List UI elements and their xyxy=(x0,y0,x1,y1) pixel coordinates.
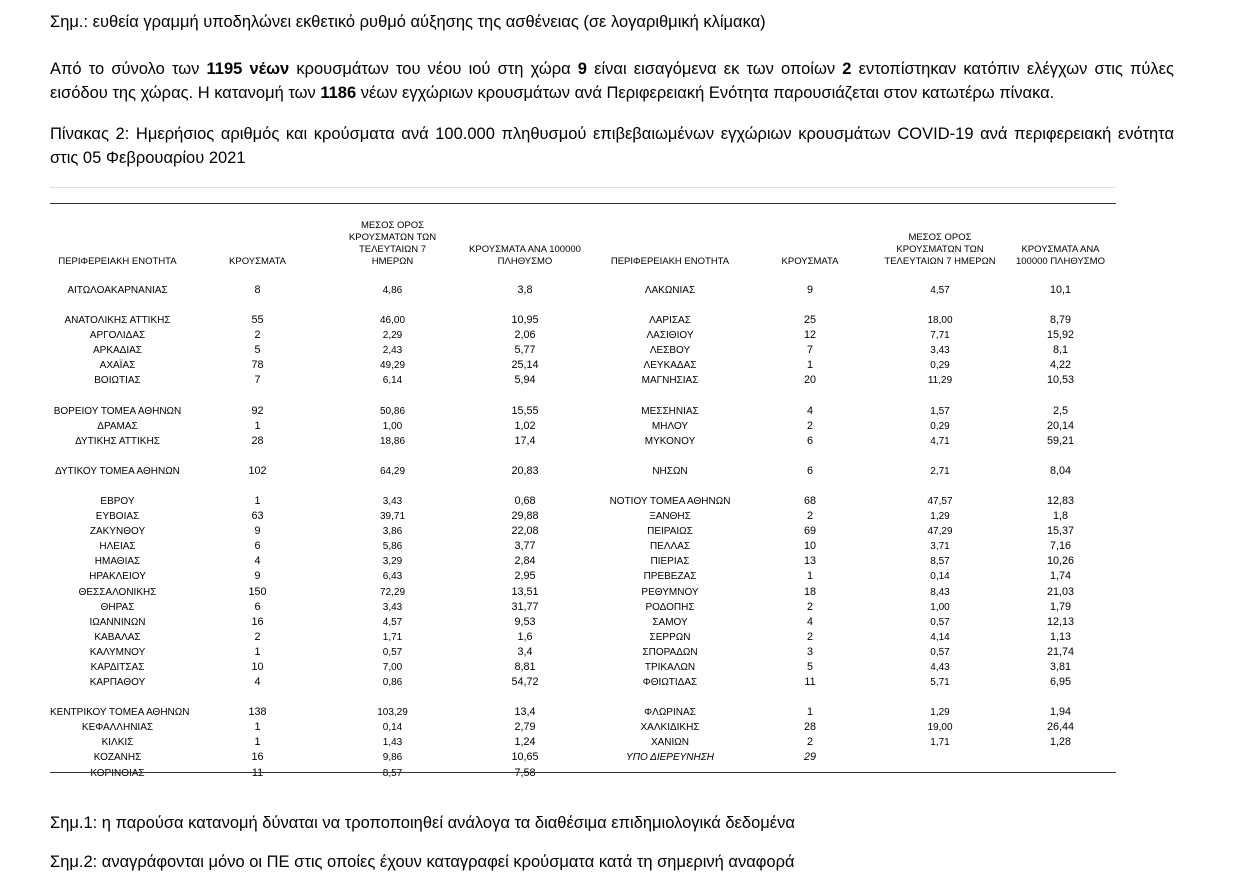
table-row xyxy=(50,630,1116,645)
left-avg7-cell: 1,43 xyxy=(382,737,403,749)
left-region-cell: ΒΟΡΕΙΟΥ ΤΟΜΕΑ ΑΘΗΝΩΝ xyxy=(53,405,182,417)
right-region-cell: ΧΑΝΙΩΝ xyxy=(650,737,690,749)
table-row xyxy=(50,750,1116,765)
left-avg7-cell: 0,86 xyxy=(382,677,403,689)
right-per100k-cell: 4,22 xyxy=(1049,359,1071,372)
right-cases-cell: 11 xyxy=(804,676,816,689)
right-region-cell: ΜΗΛΟΥ xyxy=(651,420,689,432)
footnote-1: Σημ.1: η παρούσα κατανομή δύναται να τροποποιηθεί ανάλογα τα διαθέσιμα επιδημιολογικά δεδομένα xyxy=(50,814,795,832)
right-region-cell: ΛΕΣΒΟΥ xyxy=(649,345,691,357)
left-per100k-cell: 54,72 xyxy=(511,676,539,689)
right-avg7-cell: 47,29 xyxy=(927,526,953,538)
left-region-cell: ΗΛΕΙΑΣ xyxy=(99,541,136,553)
left-per100k-cell: 7,58 xyxy=(514,766,536,779)
cases-table xyxy=(50,220,1116,781)
left-cases-cell: 63 xyxy=(251,510,264,523)
left-per100k-cell: 2,84 xyxy=(514,555,536,568)
left-avg7-cell: 3,43 xyxy=(382,495,403,507)
right-region-cell: ΜΑΓΝΗΣΙΑΣ xyxy=(641,375,699,387)
left-avg7-cell: 50,86 xyxy=(379,405,406,417)
table-row xyxy=(50,358,1116,373)
left-avg7-cell: 7,00 xyxy=(382,661,403,673)
right-cases-cell: 13 xyxy=(803,555,816,568)
left-avg7-cell: 4,57 xyxy=(382,616,403,628)
header-region: ΠΕΡΙΦΕΡΕΙΑΚΗ ΕΝΟΤΗΤΑ xyxy=(58,256,177,267)
right-avg7-cell: 7,71 xyxy=(930,330,950,342)
right-avg7-cell: 3,71 xyxy=(930,541,950,553)
table-row xyxy=(50,419,1116,434)
left-cases-cell: 10 xyxy=(251,660,264,673)
right-per100k-cell: 1,94 xyxy=(1049,706,1071,719)
right-region-cell: ΦΛΩΡΙΝΑΣ xyxy=(644,707,696,719)
right-avg7-cell: 2,71 xyxy=(930,465,950,477)
right-avg7-cell: 1,29 xyxy=(930,707,950,719)
left-per100k-cell: 9,53 xyxy=(514,615,536,628)
left-cases-cell: 6 xyxy=(254,540,261,553)
left-avg7-cell: 1,71 xyxy=(382,631,403,643)
left-per100k-cell: 29,88 xyxy=(511,510,539,523)
left-cases-cell: 8 xyxy=(254,284,261,296)
left-region-cell: ΚΟΖΑΝΗΣ xyxy=(93,752,142,764)
left-cases-cell: 2 xyxy=(254,329,261,342)
left-region-cell: ΚΕΝΤΡΙΚΟΥ ΤΟΜΕΑ ΑΘΗΝΩΝ xyxy=(50,707,190,719)
left-cases-cell: 4 xyxy=(254,676,261,689)
right-per100k-cell: 3,81 xyxy=(1049,660,1071,673)
intro-domestic-cases: 1186 xyxy=(320,84,357,102)
right-avg7-cell: 4,71 xyxy=(930,435,950,447)
table-caption: Πίνακας 2: Ημερήσιος αριθμός και κρούσματα ανά 100.000 πληθυσμού επιβεβαιωμένων εγχώριων κρουσμάτων COVID-19 ανά περιφερειακή ενότητα στις 05 Φεβρουαρίου 2021 xyxy=(50,125,1174,167)
left-per100k-cell: 15,55 xyxy=(511,404,539,417)
left-per100k-cell: 1,6 xyxy=(517,630,533,643)
right-cases-cell: 29 xyxy=(803,751,816,764)
left-per100k-cell: 2,95 xyxy=(514,570,536,583)
table-header-row xyxy=(50,220,1116,268)
left-region-cell: ΘΗΡΑΣ xyxy=(100,601,135,613)
right-per100k-cell: 21,03 xyxy=(1046,585,1075,598)
left-avg7-cell: 1,00 xyxy=(382,420,403,432)
left-region-cell: ΘΕΣΣΑΛΟΝΙΚΗΣ xyxy=(78,586,157,598)
intro-text: είναι εισαγόμενα εκ των οποίων xyxy=(586,60,843,78)
left-avg7-cell: 2,43 xyxy=(382,345,403,357)
right-avg7-cell: 47,57 xyxy=(927,495,953,507)
left-region-cell: ΚΑΡΠΑΘΟΥ xyxy=(89,677,146,689)
table-row xyxy=(50,585,1116,600)
left-avg7-cell: 3,43 xyxy=(382,601,403,613)
right-per100k-cell xyxy=(1005,750,1116,765)
table-row xyxy=(50,720,1116,735)
spacer-row xyxy=(50,449,1116,464)
right-avg7-cell: 0,29 xyxy=(930,420,950,432)
left-cases-cell: 1 xyxy=(254,736,261,749)
right-cases-cell: 3 xyxy=(806,645,813,658)
right-avg7-cell: 5,71 xyxy=(930,677,950,689)
right-region-cell: ΦΘΙΩΤΙΔΑΣ xyxy=(642,677,698,689)
table-top-rule xyxy=(50,203,1116,204)
left-region-cell: ΑΡΓΟΛΙΔΑΣ xyxy=(89,330,146,342)
left-region-cell: ΔΡΑΜΑΣ xyxy=(97,420,138,432)
right-cases-cell: 9 xyxy=(806,284,813,296)
left-per100k-cell: 25,14 xyxy=(511,359,539,372)
right-per100k-cell: 21,74 xyxy=(1046,645,1075,658)
divider xyxy=(50,187,1116,188)
right-avg7-cell: 8,57 xyxy=(930,556,950,568)
right-per100k-cell: 26,44 xyxy=(1046,721,1075,734)
left-cases-cell: 28 xyxy=(251,434,264,447)
right-per100k-cell: 20,14 xyxy=(1046,419,1075,432)
right-cases-cell xyxy=(745,766,875,781)
left-cases-cell: 9 xyxy=(254,525,261,538)
right-cases-cell: 25 xyxy=(803,314,816,327)
note-top: Σημ.: ευθεία γραμμή υποδηλώνει εκθετικό ρυθμό αύξησης της ασθένειας (σε λογαριθμική κλίμακα) xyxy=(50,13,766,31)
header-region: ΠΕΡΙΦΕΡΕΙΑΚΗ ΕΝΟΤΗΤΑ xyxy=(610,256,730,267)
left-per100k-cell: 1,24 xyxy=(514,736,536,749)
right-per100k-cell: 6,95 xyxy=(1049,676,1071,689)
left-per100k-cell: 3,8 xyxy=(517,284,533,296)
left-cases-cell: 92 xyxy=(251,404,264,417)
left-per100k-cell: 13,4 xyxy=(514,706,536,719)
right-avg7-cell: 1,57 xyxy=(930,405,950,417)
left-cases-cell: 6 xyxy=(254,600,261,613)
right-region-cell: ΠΕΛΛΑΣ xyxy=(649,541,691,553)
left-cases-cell: 4 xyxy=(254,555,261,568)
intro-text: Από το σύνολο των xyxy=(50,60,207,78)
right-region-cell: ΣΠΟΡΑΔΩΝ xyxy=(642,646,698,658)
right-cases-cell: 6 xyxy=(806,434,813,447)
left-cases-cell: 9 xyxy=(254,570,261,583)
right-region-cell: ΠΕΙΡΑΙΩΣ xyxy=(647,526,693,538)
right-cases-cell: 1 xyxy=(806,706,813,719)
right-avg7-cell: 0,57 xyxy=(930,646,950,658)
right-per100k-cell: 1,13 xyxy=(1049,630,1071,643)
right-region-cell: ΜΕΣΣΗΝΙΑΣ xyxy=(641,405,699,417)
header-avg7: ΜΕΣΟΣ ΟΡΟΣ ΚΡΟΥΣΜΑΤΩΝ ΤΩΝ ΤΕΛΕΥΤΑΙΩΝ 7 ΗΜΕΡΩΝ xyxy=(348,220,437,267)
header-per100k: ΚΡΟΥΣΜΑΤΑ ΑΝΑ 100000 ΠΛΗΘΥΣΜΟ xyxy=(1015,244,1105,267)
table-row xyxy=(50,283,1116,298)
right-region-cell: ΛΑΣΙΘΙΟΥ xyxy=(646,330,694,342)
table-row xyxy=(50,328,1116,343)
right-avg7-cell: 4,14 xyxy=(930,631,950,643)
left-per100k-cell: 1,02 xyxy=(514,419,536,432)
right-avg7-cell: 1,29 xyxy=(930,511,950,523)
right-cases-cell: 6 xyxy=(806,464,813,477)
left-cases-cell: 16 xyxy=(251,615,264,628)
right-cases-cell: 28 xyxy=(803,721,816,734)
table-row xyxy=(50,539,1116,554)
table-row xyxy=(50,766,1116,781)
right-cases-cell: 1 xyxy=(806,570,813,583)
right-avg7-cell: 19,00 xyxy=(927,722,953,734)
left-per100k-cell: 17,4 xyxy=(514,434,536,447)
right-per100k-cell: 1,28 xyxy=(1049,736,1071,749)
left-avg7-cell: 64,29 xyxy=(379,465,406,477)
right-region-cell: ΛΑΡΙΣΑΣ xyxy=(649,315,691,327)
right-avg7-cell: 11,29 xyxy=(927,375,953,387)
spacer-row xyxy=(50,268,1116,283)
table-row xyxy=(50,509,1116,524)
left-cases-cell: 5 xyxy=(254,344,261,357)
right-cases-cell: 5 xyxy=(806,660,813,673)
left-per100k-cell: 8,81 xyxy=(514,660,536,673)
right-region-cell: ΛΑΚΩΝΙΑΣ xyxy=(644,285,696,296)
left-cases-cell: 150 xyxy=(248,585,267,598)
right-cases-cell: 4 xyxy=(806,615,813,628)
right-region-cell: ΞΑΝΘΗΣ xyxy=(649,511,691,523)
right-cases-cell: 4 xyxy=(806,404,813,417)
left-avg7-cell: 39,71 xyxy=(379,511,406,523)
left-region-cell: ΔΥΤΙΚΟΥ ΤΟΜΕΑ ΑΘΗΝΩΝ xyxy=(55,465,180,477)
right-cases-cell: 68 xyxy=(803,494,816,507)
left-per100k-cell: 0,68 xyxy=(514,494,536,507)
left-region-cell: ΑΧΑΪΑΣ xyxy=(99,360,136,372)
left-per100k-cell: 31,77 xyxy=(511,600,539,613)
right-per100k-cell: 1,74 xyxy=(1049,570,1071,583)
right-avg7-cell: 1,71 xyxy=(930,737,950,749)
right-per100k-cell: 7,16 xyxy=(1049,540,1071,553)
right-per100k-cell: 59,21 xyxy=(1046,434,1075,447)
table-row xyxy=(50,705,1116,720)
left-cases-cell: 78 xyxy=(251,359,264,372)
right-avg7-cell: 0,57 xyxy=(930,616,950,628)
left-avg7-cell: 6,14 xyxy=(382,375,403,387)
right-per100k-cell: 15,37 xyxy=(1046,525,1075,538)
left-region-cell: ΒΟΙΩΤΙΑΣ xyxy=(94,375,141,387)
left-avg7-cell: 72,29 xyxy=(379,586,406,598)
intro-text: εντοπίστηκαν κατόπιν ελέγχων στις πύλες εισόδου της χώρας. Η κατανομή των xyxy=(50,60,1174,102)
right-avg7-cell: 4,57 xyxy=(930,285,950,296)
right-region-cell: ΧΑΛΚΙΔΙΚΗΣ xyxy=(640,722,700,734)
right-per100k-cell: 1,79 xyxy=(1049,600,1071,613)
right-avg7-cell: 0,14 xyxy=(930,571,950,583)
right-cases-cell: 1 xyxy=(806,359,813,372)
left-region-cell: ΕΒΡΟΥ xyxy=(100,495,135,507)
left-cases-cell: 1 xyxy=(254,721,261,734)
left-avg7-cell: 2,29 xyxy=(382,330,403,342)
table-row xyxy=(50,494,1116,509)
right-region-cell: ΣΕΡΡΩΝ xyxy=(649,631,691,643)
right-region-cell: ΣΑΜΟΥ xyxy=(652,616,688,628)
header-per100k: ΚΡΟΥΣΜΑΤΑ ΑΝΑ 100000 ΠΛΗΘΥΣΜΟ xyxy=(469,244,581,267)
left-avg7-cell: 6,43 xyxy=(382,571,403,583)
header-avg7: ΜΕΣΟΣ ΟΡΟΣ ΚΡΟΥΣΜΑΤΩΝ ΤΩΝ ΤΕΛΕΥΤΑΙΩΝ 7 ΗΜΕΡΩΝ xyxy=(884,232,996,267)
left-region-cell: ΗΡΑΚΛΕΙΟΥ xyxy=(89,571,146,583)
right-cases-cell: 20 xyxy=(803,374,816,387)
right-region-cell xyxy=(595,766,745,781)
right-per100k-cell: 8,1 xyxy=(1052,344,1068,357)
left-region-cell: ΑΡΚΑΔΙΑΣ xyxy=(93,345,142,357)
table-row xyxy=(50,554,1116,569)
left-cases-cell: 7 xyxy=(254,374,261,387)
right-region-cell: ΠΡΕΒΕΖΑΣ xyxy=(643,571,697,583)
left-per100k-cell: 20,83 xyxy=(511,464,539,477)
left-cases-cell: 1 xyxy=(254,494,261,507)
spacer-row xyxy=(50,298,1116,313)
left-cases-cell: 11 xyxy=(251,766,264,779)
spacer-row xyxy=(50,479,1116,494)
left-region-cell: ΑΙΤΩΛΟΑΚΑΡΝΑΝΙΑΣ xyxy=(67,285,168,296)
left-region-cell: ΚΙΛΚΙΣ xyxy=(101,737,134,749)
table-row xyxy=(50,373,1116,388)
left-cases-cell: 102 xyxy=(248,464,267,477)
left-per100k-cell: 10,65 xyxy=(511,751,539,764)
table-row xyxy=(50,313,1116,328)
left-cases-cell: 2 xyxy=(254,630,261,643)
left-avg7-cell: 3,86 xyxy=(382,526,403,538)
left-avg7-cell: 3,29 xyxy=(382,556,403,568)
table-row xyxy=(50,735,1116,750)
table-row xyxy=(50,343,1116,358)
right-per100k-cell: 15,92 xyxy=(1046,329,1075,342)
left-region-cell: ΚΑΡΔΙΤΣΑΣ xyxy=(90,661,145,673)
left-region-cell: ΚΑΛΥΜΝΟΥ xyxy=(89,646,146,658)
right-per100k-cell: 10,26 xyxy=(1046,555,1075,568)
right-region-cell: ΡΕΘΥΜΝΟΥ xyxy=(641,586,699,598)
intro-paragraph xyxy=(50,57,1174,105)
left-per100k-cell: 10,95 xyxy=(511,314,539,327)
right-cases-cell: 69 xyxy=(803,525,816,538)
spacer-row xyxy=(50,389,1116,404)
left-per100k-cell: 2,79 xyxy=(514,721,536,734)
table-row xyxy=(50,660,1116,675)
right-per100k-cell: 12,13 xyxy=(1046,615,1075,628)
left-per100k-cell: 5,77 xyxy=(514,344,536,357)
table-row xyxy=(50,615,1116,630)
left-region-cell: ΙΩΑΝΝΙΝΩΝ xyxy=(89,616,146,628)
spacer-row xyxy=(50,690,1116,705)
right-cases-cell: 2 xyxy=(806,419,813,432)
table-row xyxy=(50,524,1116,539)
right-per100k-cell xyxy=(1005,766,1116,781)
right-per100k-cell: 8,04 xyxy=(1049,464,1071,477)
right-per100k-cell: 10,53 xyxy=(1046,374,1075,387)
left-region-cell: ΚΑΒΑΛΑΣ xyxy=(94,631,141,643)
left-avg7-cell: 103,29 xyxy=(377,707,408,719)
right-region-cell: ΝΗΣΩΝ xyxy=(652,465,688,477)
left-avg7-cell: 18,86 xyxy=(379,435,406,447)
intro-total-cases: 1195 νέων xyxy=(206,60,290,78)
right-cases-cell: 12 xyxy=(803,329,816,342)
left-avg7-cell: 0,14 xyxy=(382,722,403,734)
intro-imported-cases: 9 xyxy=(577,60,587,78)
table-row xyxy=(50,569,1116,584)
right-cases-cell: 18 xyxy=(803,585,816,598)
right-avg7-cell xyxy=(875,766,1005,781)
left-cases-cell: 1 xyxy=(254,645,261,658)
left-per100k-cell: 5,94 xyxy=(514,374,536,387)
right-region-cell: ΜΥΚΟΝΟΥ xyxy=(644,435,696,447)
table-body xyxy=(50,283,1116,781)
table-row xyxy=(50,464,1116,479)
right-avg7-cell: 3,43 xyxy=(930,345,950,357)
right-cases-cell: 2 xyxy=(806,736,813,749)
intro-gate-cases: 2 xyxy=(842,60,852,78)
right-per100k-cell: 12,83 xyxy=(1046,494,1075,507)
table-row xyxy=(50,434,1116,449)
table-row xyxy=(50,645,1116,660)
right-region-cell: ΡΟΔΟΠΗΣ xyxy=(645,601,695,613)
right-per100k-cell: 2,5 xyxy=(1052,404,1068,417)
left-region-cell: ΚΟΡΙΝΘΙΑΣ xyxy=(90,767,145,779)
right-avg7-cell: 1,00 xyxy=(930,601,950,613)
right-avg7-cell: 0,29 xyxy=(930,360,950,372)
right-region-cell: ΛΕΥΚΑΔΑΣ xyxy=(643,360,697,372)
right-cases-cell: 7 xyxy=(806,344,813,357)
header-cases: ΚΡΟΥΣΜΑΤΑ xyxy=(229,256,286,267)
right-cases-cell: 2 xyxy=(806,600,813,613)
table-bottom-rule xyxy=(50,772,1116,773)
left-cases-cell: 138 xyxy=(248,706,267,719)
left-avg7-cell: 46,00 xyxy=(379,315,406,327)
left-per100k-cell: 2,06 xyxy=(514,329,536,342)
left-avg7-cell: 9,86 xyxy=(382,752,403,764)
right-region-cell: ΤΡΙΚΑΛΩΝ xyxy=(644,661,696,673)
right-avg7-cell: 18,00 xyxy=(927,315,953,327)
footnote-2: Σημ.2: αναγράφονται μόνο οι ΠΕ στις οποίες έχουν καταγραφεί κρούσματα κατά τη σημερινή αναφορά xyxy=(50,853,795,871)
intro-text: νέων εγχώριων κρουσμάτων ανά Περιφερειακή Ενότητα παρουσιάζεται στον κατωτέρω πίνακα. xyxy=(356,84,1055,102)
left-avg7-cell: 0,57 xyxy=(382,646,403,658)
right-cases-cell: 2 xyxy=(806,630,813,643)
intro-text: κρουσμάτων του νέου ιού στη χώρα xyxy=(289,60,578,78)
header-cases: ΚΡΟΥΣΜΑΤΑ xyxy=(781,256,839,267)
right-per100k-cell: 1,8 xyxy=(1052,510,1068,523)
left-per100k-cell: 3,4 xyxy=(517,645,533,658)
left-cases-cell: 1 xyxy=(254,419,261,432)
right-region-cell: ΥΠΟ ΔΙΕΡΕΥΝΗΣΗ xyxy=(626,752,714,764)
left-per100k-cell: 22,08 xyxy=(511,525,539,538)
right-region-cell: ΠΙΕΡΙΑΣ xyxy=(650,556,690,568)
table-row xyxy=(50,404,1116,419)
left-avg7-cell: 8,57 xyxy=(382,767,403,779)
left-region-cell: ΖΑΚΥΝΘΟΥ xyxy=(89,526,146,538)
left-avg7-cell: 4,86 xyxy=(382,285,403,296)
left-region-cell: ΚΕΦΑΛΛΗΝΙΑΣ xyxy=(81,722,154,734)
table-row xyxy=(50,600,1116,615)
left-region-cell: ΗΜΑΘΙΑΣ xyxy=(94,556,141,568)
left-cases-cell: 55 xyxy=(251,314,264,327)
left-avg7-cell: 5,86 xyxy=(382,541,403,553)
left-per100k-cell: 3,77 xyxy=(514,540,536,553)
left-cases-cell: 16 xyxy=(251,751,264,764)
left-region-cell: ΕΥΒΟΙΑΣ xyxy=(95,511,140,523)
table-row xyxy=(50,675,1116,690)
right-avg7-cell: 4,43 xyxy=(930,661,950,673)
left-region-cell: ΔΥΤΙΚΗΣ ΑΤΤΙΚΗΣ xyxy=(75,435,160,447)
right-region-cell: ΝΟΤΙΟΥ ΤΟΜΕΑ ΑΘΗΝΩΝ xyxy=(609,495,731,507)
left-avg7-cell: 49,29 xyxy=(379,360,406,372)
left-per100k-cell: 13,51 xyxy=(511,585,539,598)
right-avg7-cell xyxy=(875,750,1005,765)
right-per100k-cell: 10,1 xyxy=(1049,284,1071,296)
left-region-cell: ΑΝΑΤΟΛΙΚΗΣ ΑΤΤΙΚΗΣ xyxy=(64,315,171,327)
right-cases-cell: 10 xyxy=(803,540,816,553)
right-cases-cell: 2 xyxy=(806,510,813,523)
right-avg7-cell: 8,43 xyxy=(930,586,950,598)
right-per100k-cell: 8,79 xyxy=(1049,314,1071,327)
